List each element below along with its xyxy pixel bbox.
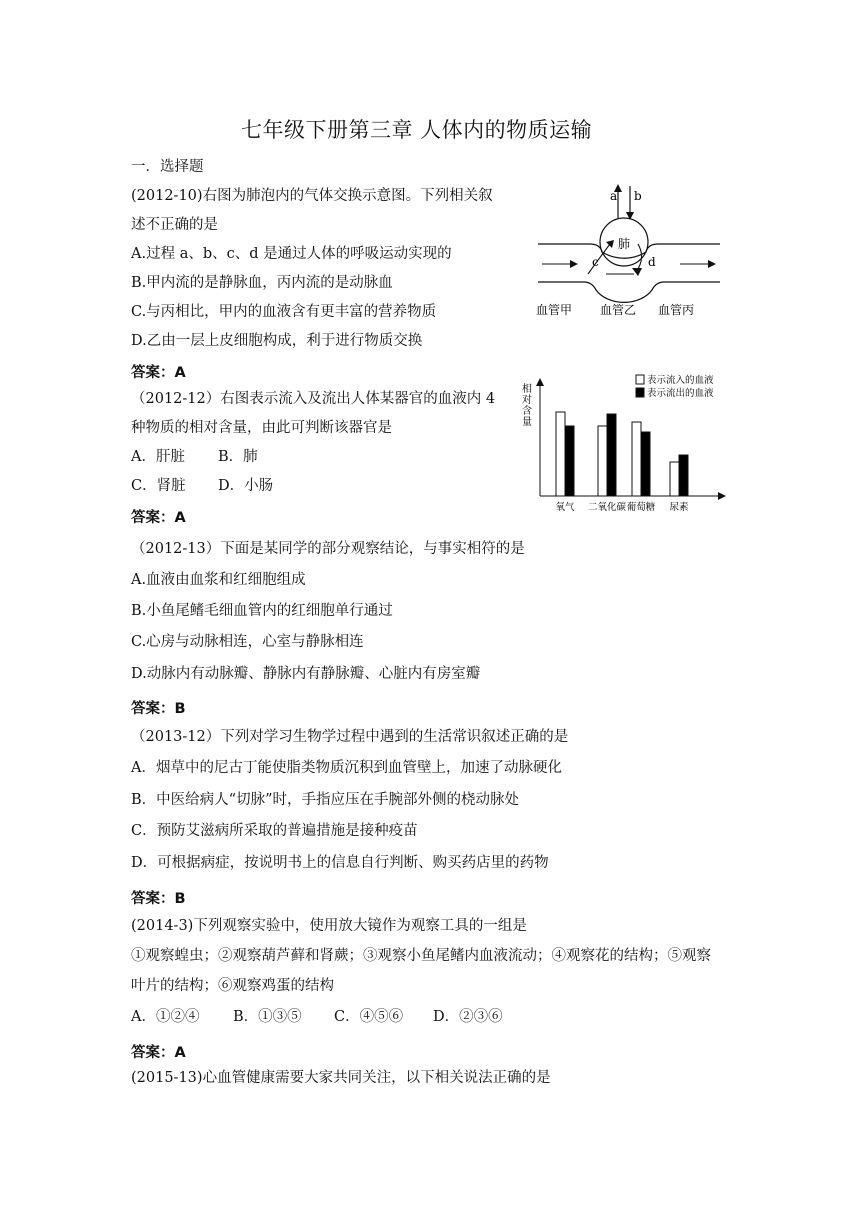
q5-answer: 答案：A: [131, 1045, 186, 1061]
section-heading: 一．选择题: [131, 159, 204, 175]
q5-stem: (2014-3)下列观察实验中，使用放大镜作为观察工具的一组是: [131, 918, 527, 934]
letter-d: d: [648, 255, 656, 269]
q1-stem-line2: 述不正确的是: [131, 217, 218, 233]
letter-c: c: [592, 255, 599, 269]
bar-1-series-0: [598, 426, 607, 496]
q4-answer: 答案：B: [131, 891, 186, 907]
legend-swatch-0: [636, 375, 644, 384]
q4-option-c: C．预防艾滋病所采取的普遍措施是接种疫苗: [131, 823, 418, 839]
q5-option-b: B．①③⑤: [233, 1009, 302, 1025]
page-title: 七年级下册第三章 人体内的物质运输: [241, 118, 593, 142]
letter-b: b: [634, 189, 642, 203]
q1-option-b: B.甲内流的是静脉血，丙内流的是动脉血: [131, 275, 393, 291]
x-tick-label: 葡萄糖: [626, 502, 656, 513]
q3-option-a: A.血液由血浆和红细胞组成: [131, 572, 306, 588]
q1-option-d: D.乙由一层上皮细胞构成，利于进行物质交换: [131, 333, 423, 349]
legend-label-0: 表示流入的血液: [647, 375, 714, 386]
y-axis-arrow: [536, 378, 544, 386]
vessel-bing-label: 血管丙: [657, 303, 695, 317]
bar-1-series-1: [607, 414, 616, 496]
q5-option-d: D．②③⑥: [433, 1009, 503, 1025]
q2-option-b: B．肺: [218, 449, 258, 465]
bar-2-series-0: [632, 422, 641, 496]
q3-option-d: D.动脉内有动脉瓣、静脉内有静脉瓣、心脏内有房室瓣: [131, 666, 481, 682]
q3-stem: （2012-13）下面是某同学的部分观察结论，与事实相符的是: [131, 541, 525, 557]
x-tick-label: 尿素: [669, 502, 689, 513]
legend-label-1: 表示流出的血液: [647, 388, 714, 399]
q1-stem-line1: (2012-10)右图为肺泡内的气体交换示意图。下列相关叙: [131, 188, 493, 204]
x-tick-label: 二氧化碳: [587, 502, 627, 513]
bar-2-series-1: [641, 432, 650, 496]
q5-option-a: A．①②④: [131, 1009, 200, 1025]
vessel-yi-label: 血管乙: [599, 303, 637, 317]
q2-option-c: C．肾脏: [131, 478, 186, 494]
bar-3-series-1: [679, 455, 688, 496]
q1-answer: 答案：A: [131, 365, 186, 381]
q6-stem: (2015-13)心血管健康需要大家共同关注，以下相关说法正确的是: [131, 1070, 551, 1086]
lung-label: 肺: [617, 237, 631, 251]
letter-a: a: [610, 189, 618, 203]
bar-3-series-0: [670, 462, 679, 496]
q2-option-a: A．肝脏: [131, 449, 185, 465]
y-axis-label: 相对含量: [522, 384, 532, 428]
q2-option-d: D．小肠: [218, 478, 274, 494]
x-tick-label: 氧气: [555, 502, 575, 513]
q2-answer: 答案：A: [131, 510, 186, 526]
q5-items-line2: 叶片的结构；⑥观察鸡蛋的结构: [131, 978, 334, 994]
x-axis-arrow: [718, 492, 726, 500]
q3-option-c: C.心房与动脉相连，心室与静脉相连: [131, 634, 364, 650]
q5-option-c: C．④⑤⑥: [334, 1009, 404, 1025]
q3-option-b: B.小鱼尾鳍毛细血管内的红细胞单行通过: [131, 603, 393, 619]
legend-swatch-1: [636, 388, 644, 397]
bar-chart: [518, 370, 730, 516]
chart-legend: [636, 374, 714, 399]
alveolus-diagram: [530, 182, 730, 322]
q1-option-a: A.过程 a、b、c、d 是通过人体的呼吸运动实现的: [131, 246, 452, 262]
q5-items-line1: ①观察蝗虫；②观察葫芦藓和肾蕨；③观察小鱼尾鳍内血液流动；④观察花的结构；⑤观察: [131, 948, 711, 964]
q4-option-b: B．中医给病人“切脉”时，手指应压在手腕部外侧的桡动脉处: [131, 792, 519, 808]
vessel-jia-label: 血管甲: [535, 303, 573, 317]
q2-stem-line1: （2012-12）右图表示流入及流出人体某器官的血液内 4: [131, 391, 496, 407]
bar-0-series-1: [565, 426, 574, 496]
q3-answer: 答案：B: [131, 701, 186, 717]
bar-0-series-0: [556, 412, 565, 496]
q4-option-a: A．烟草中的尼古丁能使脂类物质沉积到血管壁上，加速了动脉硬化: [131, 760, 562, 776]
q1-option-c: C.与丙相比，甲内的血液含有更丰富的营养物质: [131, 304, 437, 320]
q4-option-d: D．可根据病症，按说明书上的信息自行判断、购买药店里的药物: [131, 855, 549, 871]
q4-stem: （2013-12）下列对学习生物学过程中遇到的生活常识叙述正确的是: [131, 729, 569, 745]
q2-stem-line2: 种物质的相对含量，由此可判断该器官是: [131, 420, 392, 436]
